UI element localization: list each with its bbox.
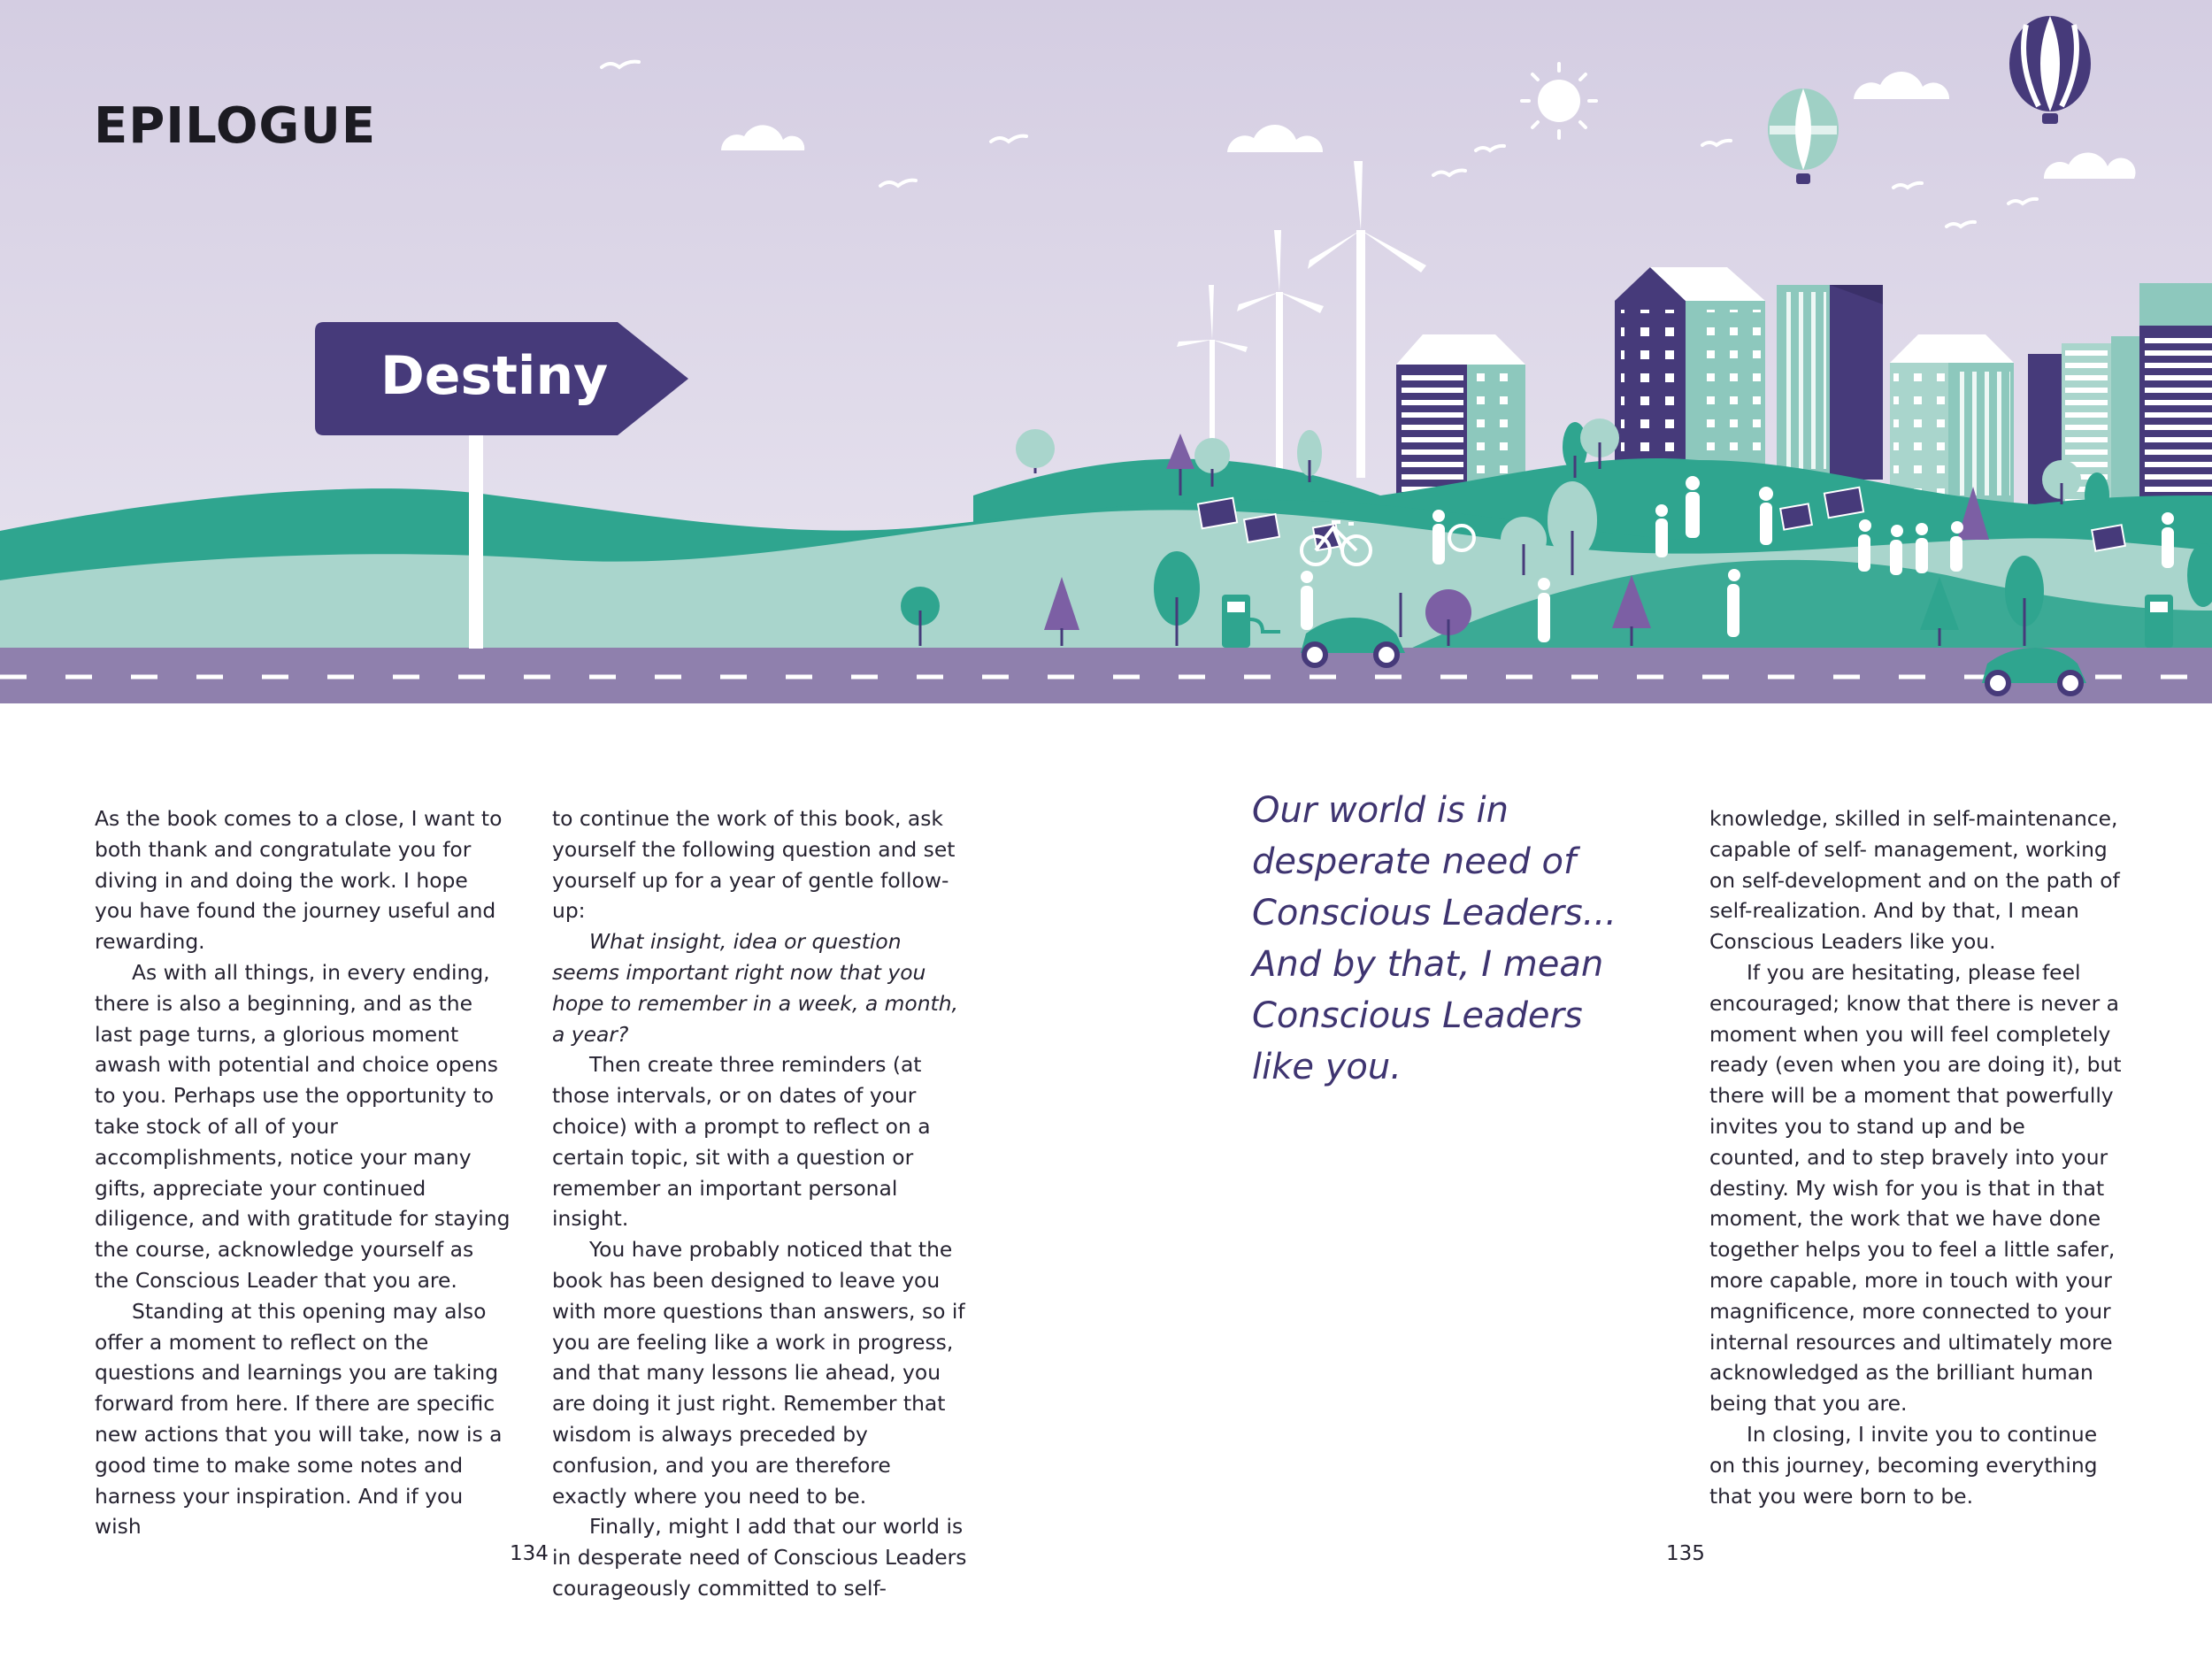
paragraph: Then create three reminders (at those intervals, or on dates of your choice) with a prompt to reflect on a certain topic, sit with a question or remember an important personal insight. [552,1052,931,1232]
left-page-column-2 [552,803,968,1604]
paragraph: to continue the work of this book, ask yourself the following question and set yourself up for a year of gentle follow-up: [552,806,956,924]
paragraph: You have probably noticed that the book has been designed to leave you with more questions than answers, so if you are feeling like a work in progress, and that many lessons lie ahead, you are doing it just right. Remember that wisdom is always preceded by confusion, and you are therefore exactly where you need to be. [552,1237,965,1509]
left-page-column-1 [95,803,511,1542]
signpost-pole [469,434,483,649]
page-number-left: 134 [510,1542,549,1565]
paragraph: knowledge, skilled in self-maintenance, capable of self- management, working on self-development and on the path of self-realization. And by that, I mean Conscious Leaders like you. [1709,806,2120,955]
right-page-column [1709,803,2122,1511]
paragraph: As the book comes to a close, I want to both thank and congratulate you for diving in and doing the work. I hope you have found the journey useful and rewarding. [95,806,503,955]
destiny-sign-label: Destiny [380,345,609,407]
paragraph: Standing at this opening may also offer a moment to reflect on the questions and learnings you are taking forward from here. If there are specific new actions that you will take, now is a good time to make some notes and harness your inspiration. And if you wish [95,1298,503,1540]
italic-question: What insight, idea or question seems important right now that you hope to remember in a week, a month, a year? [552,929,958,1047]
pull-quote: Our world is in desperate need of Conscious Leaders... And by that, I mean Conscious Leaders like you. [1252,790,1617,1087]
chapter-heading: EPILOGUE [94,97,377,155]
page-number-right: 135 [1666,1542,1705,1565]
paragraph: If you are hesitating, please feel encouraged; know that there is never a moment when you will feel completely ready (even when you are doing it), but there will be a moment that powerfully invites you to stand up and be counted, and to step bravely into your destiny. My wish for you is that in that moment, the work that we have done together helps you to feel a little safer, more capable, more in touch with your magnificence, more connected to your internal resources and ultimately more acknowledged as the brilliant human being that you are. [1709,959,2122,1417]
paragraph: In closing, I invite you to continue on this journey, becoming everything that you were born to be. [1709,1421,2098,1509]
paragraph: Finally, might I add that our world is in desperate need of Conscious Leaders courageously committed to self- [552,1514,967,1601]
paragraph: As with all things, in every ending, there is also a beginning, and as the last page turns, a glorious moment awash with potential and choice opens to you. Perhaps use the opportunity to take stock of all of your accomplishments, notice your many gifts, appreciate your continued diligence, and with gratitude for staying the course, acknowledge yourself as the Conscious Leader that you are. [95,959,511,1293]
